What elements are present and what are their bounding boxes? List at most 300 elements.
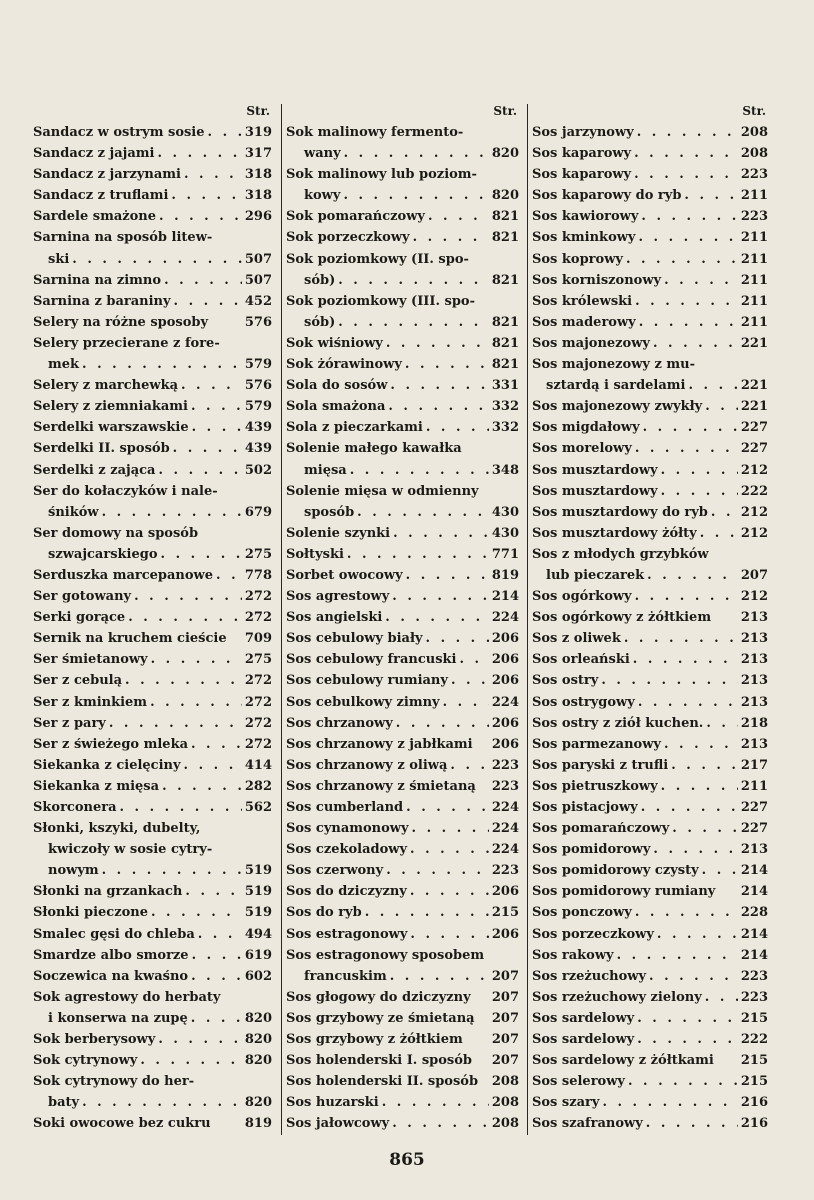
entry-page: 821	[491, 357, 519, 373]
entry-title: Sos migdałowy	[532, 420, 640, 436]
index-entry	[282, 375, 519, 396]
dot-leader	[181, 375, 242, 396]
index-entry	[32, 713, 272, 734]
entry-title: Selery z marchewką	[33, 378, 178, 394]
entry-title: Sos kawiorowy	[532, 209, 639, 225]
entry-page: 216	[740, 1116, 768, 1132]
entry-page: 207	[491, 1032, 519, 1048]
entry-title: kwiczoły w sosie cytry-	[48, 842, 213, 858]
index-entry	[282, 734, 519, 755]
dot-leader	[406, 797, 489, 818]
entry-page: 212	[740, 504, 768, 520]
index-entry	[528, 396, 768, 417]
index-entry	[32, 1092, 272, 1113]
entry-title: Sok agrestowy do herbaty	[33, 989, 221, 1005]
index-entry	[528, 776, 768, 797]
index-entry	[32, 143, 272, 164]
entry-title: Sos pomidorowy	[532, 842, 651, 858]
dot-leader	[459, 649, 488, 670]
entry-title: Sarnina na sposób litew-	[33, 230, 213, 246]
entry-title: Sos agrestowy	[286, 589, 390, 605]
index-entry	[32, 670, 272, 691]
dot-leader	[192, 417, 242, 438]
entry-page: 218	[740, 715, 768, 731]
dot-leader	[635, 291, 738, 312]
index-entry	[528, 1092, 768, 1113]
dot-leader	[672, 818, 738, 839]
entry-title: Sos kaparowy	[532, 167, 632, 183]
entry-title: Sos estragonowy	[286, 926, 408, 942]
entry-title: Sos czerwony	[286, 863, 384, 879]
entry-title: Sos musztardowy	[532, 462, 658, 478]
dot-leader	[109, 713, 242, 734]
index-entry	[32, 860, 272, 881]
index-entry	[528, 565, 768, 586]
entry-title: Sos sardelowy	[532, 1010, 635, 1026]
entry-page: 519	[244, 905, 272, 921]
entry-title: Sos jarzynowy	[532, 125, 634, 140]
index-entry	[528, 1113, 768, 1134]
index-entry	[528, 481, 768, 502]
entry-page: 821	[491, 314, 519, 330]
dot-leader	[72, 249, 242, 270]
entry-page: 214	[740, 926, 768, 942]
dot-leader	[134, 586, 242, 607]
index-entry	[32, 481, 272, 502]
entry-title: Ser gotowany	[33, 589, 132, 605]
entry-page: 221	[740, 378, 768, 394]
dot-leader	[705, 987, 738, 1008]
entry-page: 602	[244, 968, 272, 984]
entry-title: Sos pistacjowy	[532, 800, 638, 815]
entry-page: 223	[491, 863, 519, 879]
dot-leader	[161, 544, 242, 565]
index-entry	[528, 839, 768, 860]
index-entry	[32, 1113, 272, 1134]
entry-page: 213	[740, 736, 768, 752]
entry-title: Sos angielski	[286, 610, 383, 626]
entry-page: 213	[740, 673, 768, 689]
entry-page: 211	[740, 293, 768, 309]
dot-leader	[120, 797, 242, 818]
index-entry	[528, 966, 768, 987]
index-entry	[282, 649, 519, 670]
entry-title: Sos ogórkowy	[532, 589, 632, 605]
entry-page: 224	[491, 821, 519, 837]
index-entry	[282, 1092, 519, 1113]
dot-leader	[386, 333, 489, 354]
dot-leader	[443, 692, 489, 713]
entry-page: 221	[740, 399, 768, 415]
index-entry	[528, 692, 768, 713]
entry-page: 223	[491, 778, 519, 794]
entry-title: Sos głogowy do dziczyzny	[286, 989, 471, 1005]
entry-title: Serduszka marcepanowe	[33, 567, 214, 583]
dot-leader	[684, 185, 737, 206]
index-entry	[32, 375, 272, 396]
dot-leader	[396, 713, 489, 734]
index-entry	[528, 333, 768, 354]
index-entry	[528, 649, 768, 670]
index-entry	[282, 417, 519, 438]
entry-title: Ser z cebulą	[33, 673, 123, 689]
entry-page: 820	[491, 188, 519, 204]
dot-leader	[637, 1008, 738, 1029]
entry-title: wany	[304, 146, 341, 162]
entry-page: 439	[244, 420, 272, 436]
index-entry	[282, 628, 519, 649]
entry-title: Siekanka z cielęciny	[33, 757, 181, 773]
dot-leader	[635, 586, 738, 607]
dot-leader	[661, 481, 738, 502]
entry-title: sztardą i sardelami	[546, 378, 686, 394]
dot-leader	[174, 291, 242, 312]
index-column-2	[281, 104, 519, 1135]
entry-page: 211	[740, 778, 768, 794]
index-entry	[282, 249, 519, 270]
entry-title: Sos szafranowy	[532, 1116, 643, 1132]
entry-page: 223	[740, 209, 768, 225]
index-entry	[282, 544, 519, 565]
entry-page: 318	[244, 167, 272, 183]
index-entry	[32, 523, 272, 544]
index-entry	[32, 924, 272, 945]
dot-leader	[159, 206, 242, 227]
entry-title: Sok cytrynowy	[33, 1053, 138, 1069]
entry-page: 272	[244, 673, 272, 689]
index-entry	[282, 755, 519, 776]
entry-title: szwajcarskiego	[48, 546, 158, 562]
entry-page: 213	[740, 694, 768, 710]
index-entry	[528, 628, 768, 649]
index-entry	[32, 227, 272, 248]
entry-page: 821	[491, 209, 519, 225]
entry-title: Sos cebulowy francuski	[286, 652, 457, 668]
dot-leader	[706, 713, 738, 734]
entry-page: 224	[491, 842, 519, 858]
entry-page: 207	[491, 1010, 519, 1026]
index-entry	[32, 734, 272, 755]
entry-title: Sola z pieczarkami	[286, 420, 423, 436]
entry-title: Sos z młodych grzybków	[532, 546, 709, 562]
index-entry	[282, 185, 519, 206]
entry-list	[282, 122, 519, 1135]
dot-leader	[158, 460, 241, 481]
entry-page: 227	[740, 441, 768, 457]
index-entry	[32, 586, 272, 607]
entry-page: 494	[244, 926, 272, 942]
entry-title: Sardele smażone	[33, 209, 157, 225]
entry-title: Sos holenderski I. sposób	[286, 1053, 472, 1069]
index-entry	[282, 164, 519, 185]
index-entry	[32, 1008, 272, 1029]
entry-title: Sos chrzanowy	[286, 715, 393, 731]
entry-page: 272	[244, 589, 272, 605]
entry-title: Sos pomarańczowy	[532, 821, 670, 837]
entry-title: Sos do dziczyzny	[286, 884, 407, 900]
entry-page: 223	[740, 989, 768, 1005]
index-entry	[282, 143, 519, 164]
entry-title: Smalec gęsi do chleba	[33, 926, 195, 942]
entry-page: 317	[244, 146, 272, 162]
dot-leader	[338, 270, 489, 291]
entry-title: Słonki na grzankach	[33, 884, 183, 900]
entry-page: 439	[244, 441, 272, 457]
entry-title: Sok malinowy fermento-	[286, 125, 464, 140]
entry-title: kowy	[304, 188, 341, 204]
dot-leader	[405, 354, 489, 375]
dot-leader	[191, 396, 242, 417]
dot-leader	[192, 945, 242, 966]
index-entry	[528, 143, 768, 164]
index-entry	[282, 460, 519, 481]
index-entry	[528, 249, 768, 270]
index-entry	[528, 713, 768, 734]
entry-title: Sola do sosów	[286, 378, 388, 394]
entry-title: Sok porzeczkowy	[286, 230, 410, 246]
entry-page: 819	[491, 567, 519, 583]
entry-page: 208	[740, 146, 768, 162]
entry-title: Siekanka z mięsa	[33, 778, 160, 794]
entry-page: 272	[244, 610, 272, 626]
entry-title: Selery z ziemniakami	[33, 399, 188, 415]
index-entry	[282, 354, 519, 375]
index-entry	[282, 565, 519, 586]
entry-page: 213	[740, 610, 768, 626]
dot-leader	[637, 122, 738, 143]
dot-leader	[151, 649, 242, 670]
index-entry	[528, 185, 768, 206]
dot-leader	[82, 1092, 242, 1113]
dot-leader	[338, 312, 489, 333]
entry-page: 222	[740, 1032, 768, 1048]
index-entry	[32, 607, 272, 628]
entry-title: Sos cebulkowy zimny	[286, 694, 440, 710]
entry-title: Soki owocowe bez cukru	[33, 1116, 211, 1132]
entry-page: 296	[244, 209, 272, 225]
index-entry	[282, 270, 519, 291]
entry-title: Sos do ryb	[286, 905, 362, 921]
index-entry	[32, 755, 272, 776]
index-entry	[32, 438, 272, 459]
dot-leader	[671, 755, 738, 776]
index-entry	[282, 481, 519, 502]
index-entry	[528, 523, 768, 544]
entry-title: Sos cynamonowy	[286, 821, 409, 837]
index-entry	[528, 755, 768, 776]
dot-leader	[365, 902, 489, 923]
entry-title: Sandacz w ostrym sosie	[33, 125, 205, 140]
index-entry	[32, 987, 272, 1008]
entry-title: Sarnina na zimno	[33, 272, 162, 288]
dot-leader	[347, 544, 489, 565]
entry-title: Sos sardelowy	[532, 1032, 635, 1048]
index-entry	[528, 291, 768, 312]
entry-page: 348	[491, 462, 519, 478]
entry-page: 430	[491, 525, 519, 541]
entry-title: Sos kaparowy	[532, 146, 632, 162]
entry-title: Sos cumberland	[286, 800, 404, 815]
index-entry	[528, 375, 768, 396]
entry-page: 820	[244, 1032, 272, 1048]
entry-page: 208	[491, 1095, 519, 1111]
dot-leader	[140, 1050, 242, 1071]
index-entry	[32, 649, 272, 670]
entry-page: 275	[244, 546, 272, 562]
index-entry	[282, 945, 519, 966]
entry-page: 272	[244, 694, 272, 710]
index-entry	[282, 396, 519, 417]
index-entry	[32, 164, 272, 185]
entry-list	[528, 122, 768, 1135]
index-entry	[282, 860, 519, 881]
index-entry	[32, 206, 272, 227]
dot-leader	[392, 586, 489, 607]
dot-leader	[653, 839, 737, 860]
index-entry	[528, 122, 768, 143]
entry-page: 206	[491, 884, 519, 900]
entry-title: Solenie mięsa w odmienny	[286, 483, 479, 499]
entry-title: Słonki pieczone	[33, 905, 148, 921]
dot-leader	[451, 670, 489, 691]
dot-leader	[628, 1071, 738, 1092]
entry-page: 211	[740, 251, 768, 267]
index-entry	[528, 354, 768, 375]
entry-page: 212	[740, 525, 768, 541]
index-entry	[528, 818, 768, 839]
entry-page: 215	[740, 1010, 768, 1026]
entry-page: 318	[244, 188, 272, 204]
entry-title: Selery na różne sposoby	[33, 314, 209, 330]
index-column-3	[527, 104, 768, 1135]
dot-leader	[426, 417, 489, 438]
entry-page: 778	[244, 567, 272, 583]
entry-title: i konserwa na zupę	[48, 1010, 188, 1026]
dot-leader	[185, 881, 241, 902]
entry-title: Sos pomidorowy czysty	[532, 863, 699, 879]
dot-leader	[390, 375, 488, 396]
index-entry	[32, 628, 272, 649]
entry-page: 228	[740, 905, 768, 921]
dot-leader	[702, 860, 738, 881]
entry-title: Sos majonezowy z mu-	[532, 357, 696, 373]
entry-title: Sos majonezowy zwykły	[532, 399, 703, 415]
dot-leader	[626, 249, 738, 270]
index-entry	[32, 185, 272, 206]
entry-page: 206	[491, 715, 519, 731]
index-entry	[282, 881, 519, 902]
index-entry	[32, 122, 272, 143]
entry-title: Sos porzeczkowy	[532, 926, 654, 942]
entry-title: Sok malinowy lub poziom-	[286, 167, 477, 183]
dot-leader	[705, 396, 738, 417]
entry-page: 213	[740, 652, 768, 668]
entry-title: Sos cebulowy biały	[286, 631, 423, 647]
dot-leader	[390, 966, 489, 987]
index-entry	[528, 544, 768, 565]
page-number: 865	[389, 1150, 425, 1170]
entry-title: Sos estragonowy sposobem	[286, 947, 485, 963]
entry-title: Sos pietruszkowy	[532, 778, 658, 794]
entry-page: 212	[740, 462, 768, 478]
dot-leader	[343, 185, 488, 206]
dot-leader	[410, 924, 488, 945]
dot-leader	[700, 523, 738, 544]
entry-page: 206	[491, 736, 519, 752]
entry-page: 519	[244, 863, 272, 879]
index-entry	[32, 417, 272, 438]
entry-page: 452	[244, 293, 272, 309]
entry-title: Soczewica na kwaśno	[33, 968, 189, 984]
index-entry	[282, 1071, 519, 1092]
entry-page: 206	[491, 673, 519, 689]
entry-title: Sos chrzanowy z jabłkami	[286, 736, 473, 752]
dot-leader	[198, 924, 242, 945]
index-entry	[282, 818, 519, 839]
entry-page: 208	[740, 125, 768, 140]
entry-title: Sos ostry	[532, 673, 599, 689]
dot-leader	[635, 902, 738, 923]
index-entry	[528, 734, 768, 755]
entry-title: nowym	[48, 863, 99, 879]
entry-title: Sos parmezanowy	[532, 736, 661, 752]
dot-leader	[664, 734, 738, 755]
index-entry	[528, 206, 768, 227]
entry-page: 211	[740, 188, 768, 204]
dot-leader	[82, 354, 242, 375]
entry-title: Sos sardelowy z żółtkami	[532, 1053, 714, 1069]
index-entry	[528, 502, 768, 523]
entry-title: Sos pomidorowy rumiany	[532, 884, 716, 900]
entry-page: 519	[244, 884, 272, 900]
index-entry	[32, 396, 272, 417]
entry-page: 619	[244, 947, 272, 963]
entry-page: 562	[244, 800, 272, 815]
index-entry	[528, 670, 768, 691]
dot-leader	[664, 270, 738, 291]
dot-leader	[216, 565, 242, 586]
entry-title: Serdelki warszawskie	[33, 420, 189, 436]
entry-page: 208	[491, 1116, 519, 1132]
entry-title: Sos majonezowy	[532, 335, 650, 351]
entry-title: Sos ogórkowy z żółtkiem	[532, 610, 712, 626]
dot-leader	[392, 1113, 489, 1134]
entry-page: 821	[491, 272, 519, 288]
dot-leader	[634, 164, 738, 185]
index-entry	[32, 1050, 272, 1071]
index-entry	[282, 523, 519, 544]
dot-leader	[711, 502, 738, 523]
entry-title: lub pieczarek	[546, 567, 645, 583]
dot-leader	[602, 1092, 737, 1113]
entry-title: mek	[48, 357, 80, 373]
dot-leader	[125, 670, 242, 691]
dot-leader	[128, 607, 242, 628]
entry-page: 332	[491, 399, 519, 415]
dot-leader	[158, 1029, 242, 1050]
entry-page: 272	[244, 715, 272, 731]
entry-title: sób)	[304, 314, 336, 330]
index-entry	[32, 1071, 272, 1092]
dot-leader	[150, 692, 242, 713]
entry-title: Sos holenderski II. sposób	[286, 1074, 479, 1090]
index-entry	[32, 544, 272, 565]
index-entry	[32, 354, 272, 375]
dot-leader	[641, 206, 737, 227]
entry-title: Sos orleański	[532, 652, 630, 668]
entry-page: 224	[491, 610, 519, 626]
index-entry	[528, 438, 768, 459]
